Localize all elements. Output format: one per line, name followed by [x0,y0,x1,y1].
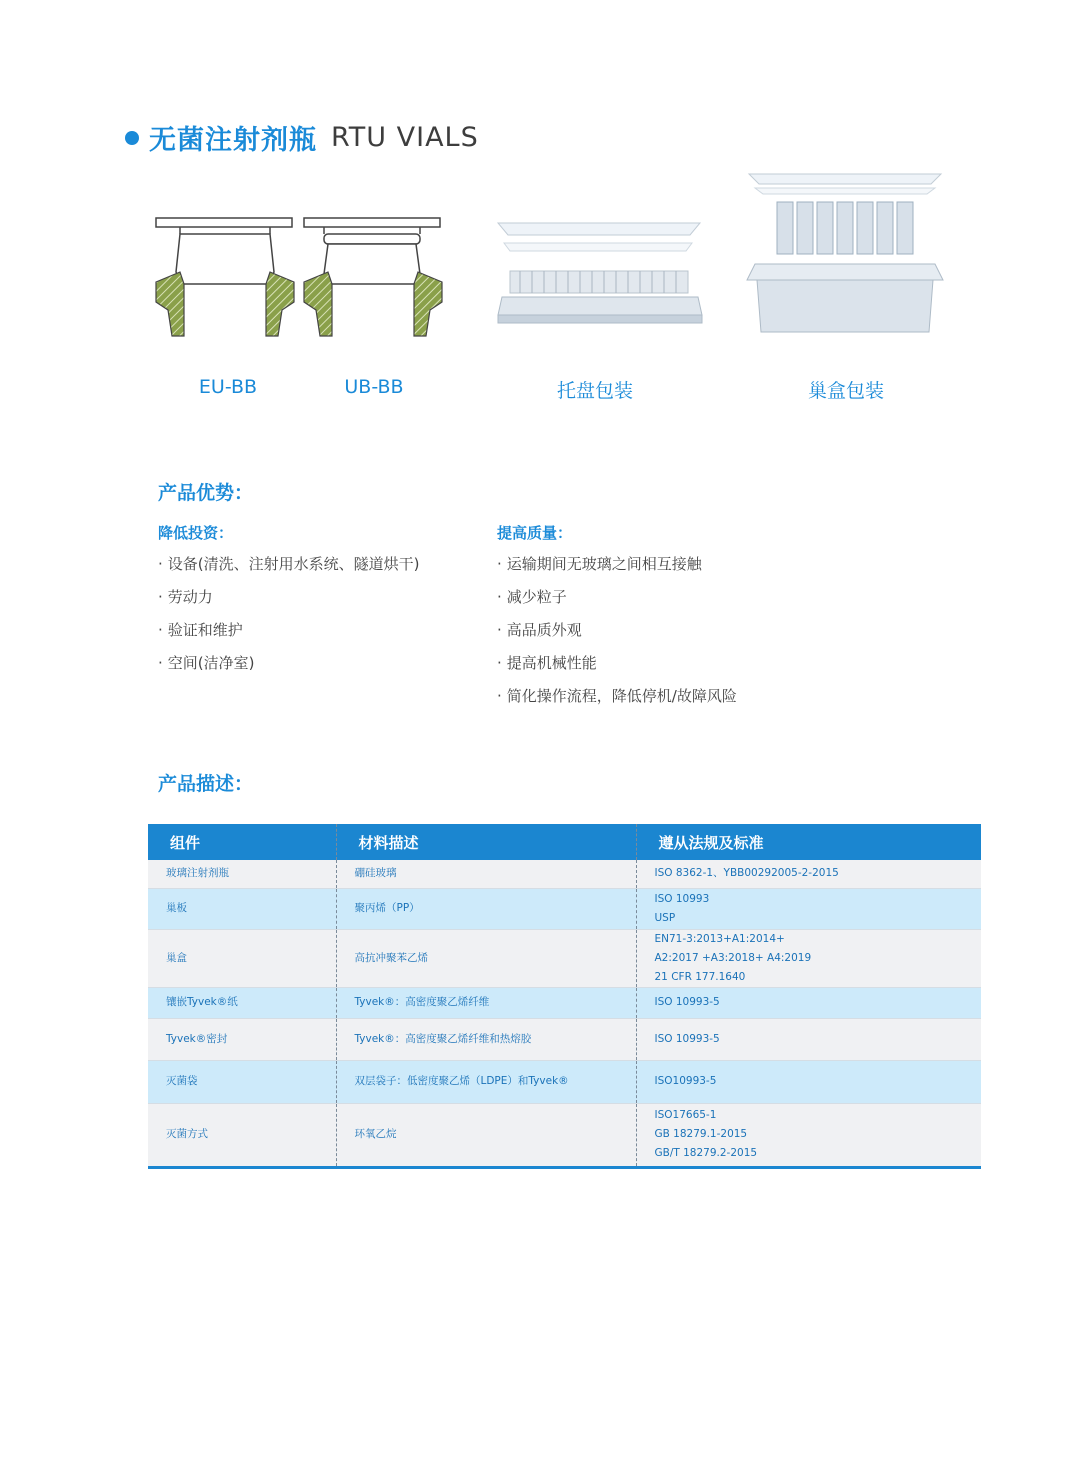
nest-tub-package-image [745,170,945,335]
cell-standards [636,1060,981,1103]
standard-line: ISO10993-5 [654,1075,717,1087]
product-description-table [148,824,981,1169]
table-row [148,860,981,888]
caption-ub-bb: UB-BB [344,376,404,398]
standard-line: GB 18279.1-2015 [654,1128,748,1140]
standard-line: ISO 8362-1、YBB00292005-2-2015 [654,867,839,880]
caption-eu-bb: EU-BB [198,376,258,398]
standard-line: ISO 10993-5 [654,996,720,1008]
title-chinese: 无菌注射剂瓶 [149,125,317,156]
cell-material: 双层袋子：低密度聚乙烯（LDPE）和Tyvek® [336,1060,636,1103]
list-item: · 提高机械性能 [497,651,737,684]
cell-component: 灭菌袋 [148,1060,336,1103]
list-item: · 设备(清洗、注射用水系统、隧道烘干) [158,552,420,585]
cell-standards [636,888,981,929]
caption-nest-tub-package: 巢盒包装 [807,380,884,402]
cell-component: 镶嵌Tyvek®纸 [148,987,336,1018]
cost-reduction-list [158,552,420,684]
cell-component: 玻璃注射剂瓶 [148,860,336,888]
standard-line: GB/T 18279.2-2015 [654,1147,758,1159]
table-row [148,1060,981,1103]
cell-material: Tyvek®：高密度聚乙烯纤维和热熔胶 [336,1018,636,1060]
standard-line: USP [654,911,676,924]
table-row [148,987,981,1018]
table-row [148,929,981,987]
cell-standards [636,987,981,1018]
standard-line: A2:2017 +A3:2018+ A4:2019 [654,951,812,964]
cell-material: 聚丙烯（PP） [336,888,636,929]
list-item: · 劳动力 [158,585,420,618]
standard-line: 21 CFR 177.1640 [654,970,746,983]
eu-bb-stopper-diagram [150,212,300,344]
list-item: · 验证和维护 [158,618,420,651]
quality-heading: 提高质量： [497,524,573,542]
cost-reduction-heading: 降低投资： [158,524,234,542]
standard-line: ISO 10993 [654,892,710,905]
standard-line: ISO 10993-5 [654,1032,720,1045]
cell-component: 灭菌方式 [148,1103,336,1167]
column-header: 遵从法规及标准 [636,824,981,860]
cell-component: Tyvek®密封 [148,1018,336,1060]
cell-standards [636,929,981,987]
page-title [125,118,479,157]
tray-package-image [492,215,707,333]
caption-tray-package: 托盘包装 [556,380,633,402]
table-row [148,888,981,929]
list-item: · 运输期间无玻璃之间相互接触 [497,552,737,585]
cell-component: 巢板 [148,888,336,929]
ub-bb-stopper-diagram [298,212,448,344]
table-header-row [148,824,981,860]
cell-material: 环氧乙烷 [336,1103,636,1167]
table-row [148,1018,981,1060]
list-item: · 高品质外观 [497,618,737,651]
description-title: 产品描述： [158,773,254,795]
standard-line: ISO17665-1 [654,1109,717,1121]
cell-standards [636,1103,981,1167]
advantages-title: 产品优势： [158,482,254,504]
column-header: 组件 [148,824,336,860]
quality-list [497,552,737,717]
cell-material: Tyvek®：高密度聚乙烯纤维 [336,987,636,1018]
list-item: · 减少粒子 [497,585,737,618]
list-item: · 空间(洁净室) [158,651,420,684]
column-header: 材料描述 [336,824,636,860]
cell-component: 巢盒 [148,929,336,987]
cell-material: 硼硅玻璃 [336,860,636,888]
table-row [148,1103,981,1167]
list-item: · 简化操作流程，降低停机/故障风险 [497,684,737,717]
standard-line: EN71-3:2013+A1:2014+ [654,932,785,945]
bullet-dot-icon [125,131,139,145]
cell-standards [636,1018,981,1060]
cell-standards [636,860,981,888]
cell-material: 高抗冲聚苯乙烯 [336,929,636,987]
title-english: RTU VIALS [331,122,479,153]
